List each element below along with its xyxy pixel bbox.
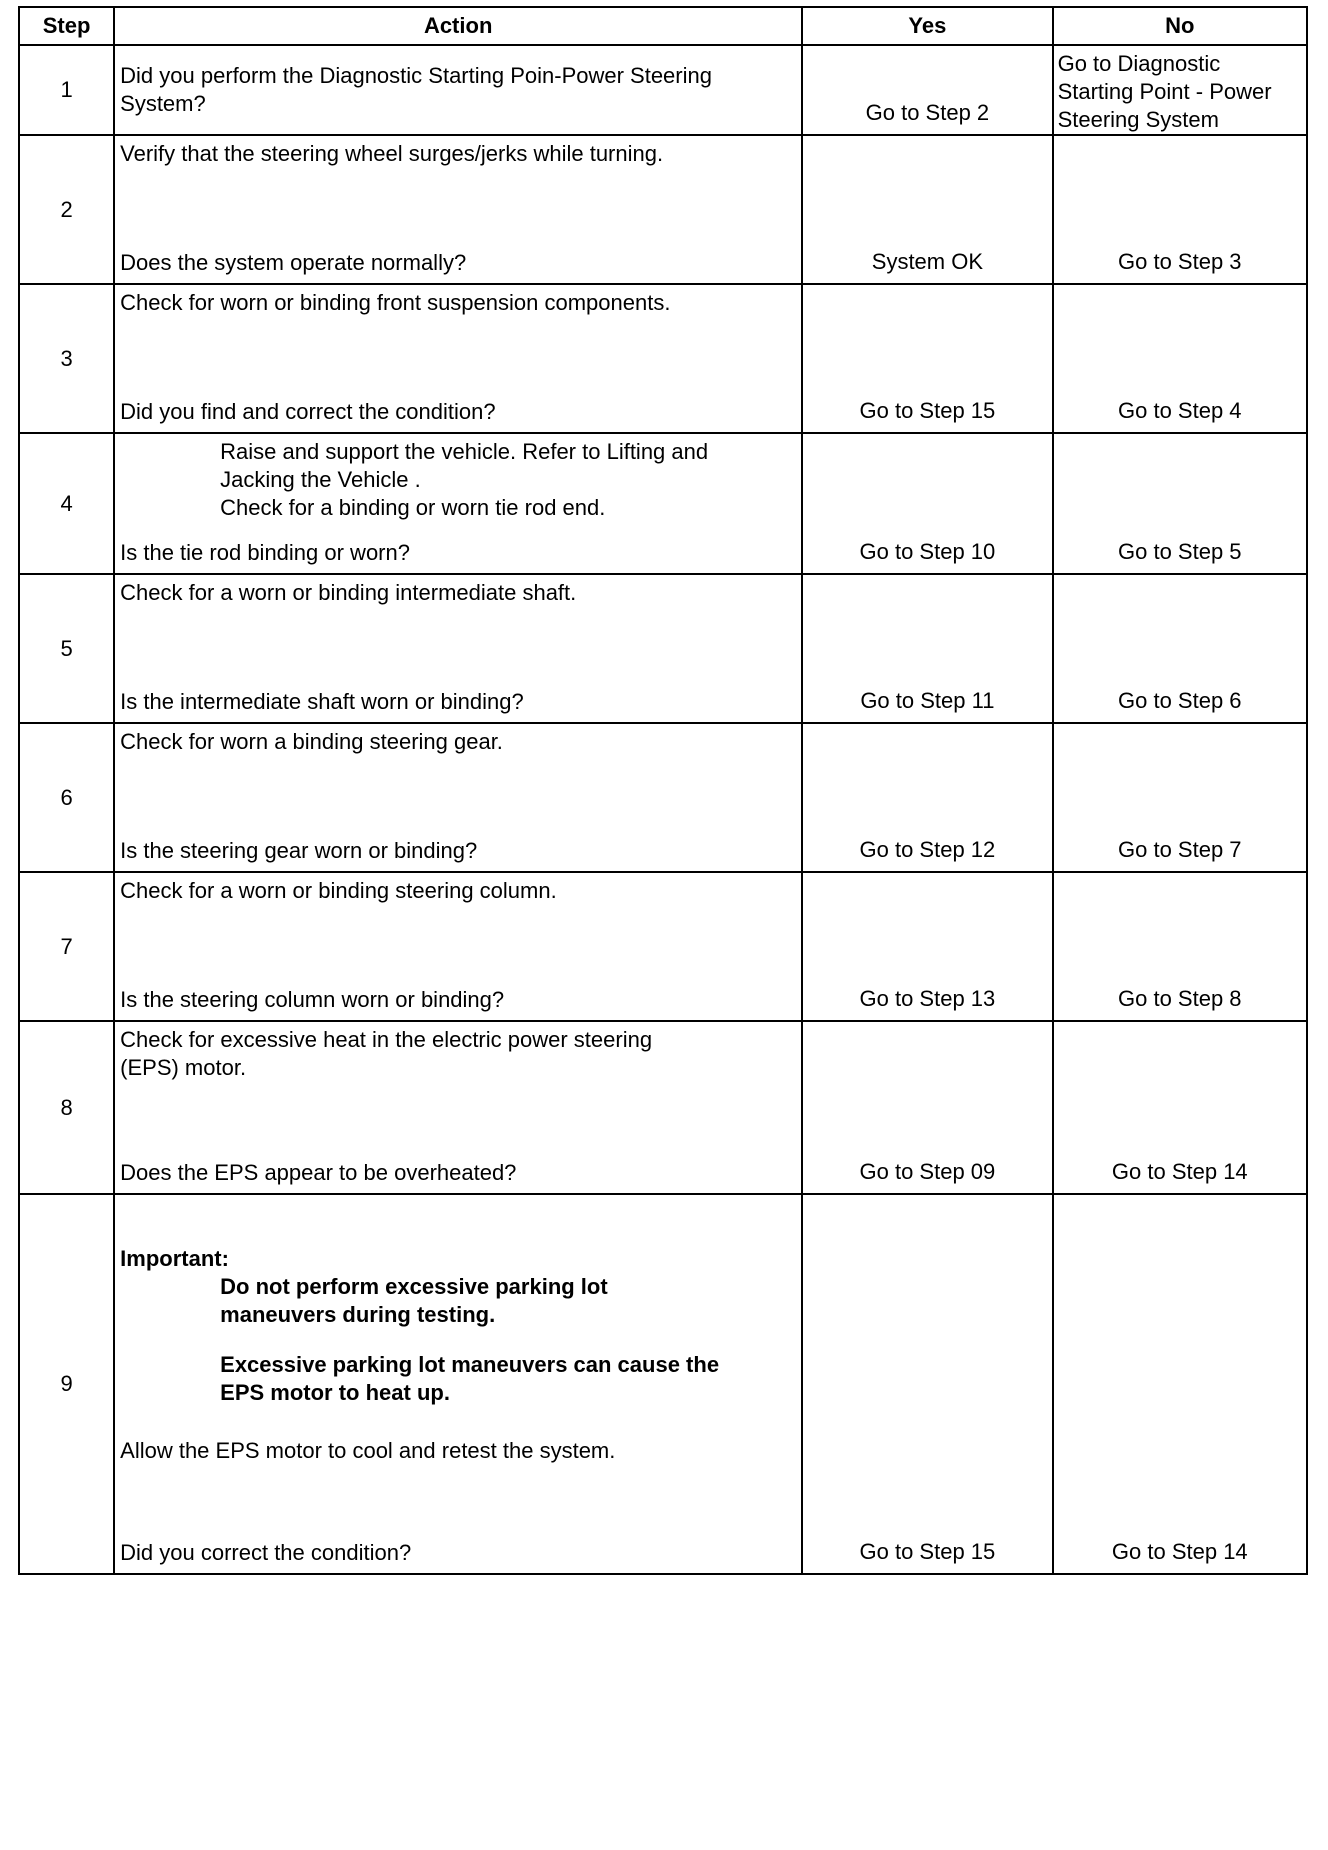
important-label: Important:: [120, 1246, 229, 1271]
step-number: 7: [19, 872, 114, 1021]
question-text: Did you find and correct the condition?: [120, 399, 496, 424]
table-row: [19, 433, 1307, 574]
question-text: Is the intermediate shaft worn or binding?: [120, 689, 524, 714]
yes-cell: Go to Step 13: [802, 872, 1052, 1021]
table-row: [19, 45, 1307, 135]
header-yes: Yes: [802, 7, 1052, 45]
no-cell: Go to Step 14: [1053, 1194, 1307, 1574]
step-number: 5: [19, 574, 114, 723]
table-row: [19, 872, 1307, 1021]
step-number: 2: [19, 135, 114, 284]
step-number: 3: [19, 284, 114, 433]
action-text: System?: [120, 91, 206, 116]
yes-cell: Go to Step 12: [802, 723, 1052, 872]
no-cell: Go to Step 3: [1053, 135, 1307, 284]
action-cell: [114, 135, 802, 284]
question-text: Does the EPS appear to be overheated?: [120, 1160, 517, 1185]
no-cell: Go to Step 4: [1053, 284, 1307, 433]
no-cell: Go to Step 5: [1053, 433, 1307, 574]
action-text: Check for excessive heat in the electric power steering: [120, 1027, 653, 1052]
yes-cell: System OK: [802, 135, 1052, 284]
yes-cell: Go to Step 09: [802, 1021, 1052, 1194]
question-text: Is the steering gear worn or binding?: [120, 838, 478, 863]
yes-cell: Go to Step 15: [802, 284, 1052, 433]
no-text: Go to Diagnostic: [1057, 51, 1221, 76]
table-row: [19, 723, 1307, 872]
table-row: [19, 1021, 1307, 1194]
step-number: 9: [19, 1194, 114, 1574]
action-text: Verify that the steering wheel surges/jerks while turning.: [120, 141, 664, 166]
question-text: Did you correct the condition?: [120, 1540, 412, 1565]
important-text: EPS motor to heat up.: [220, 1380, 450, 1405]
question-text: Does the system operate normally?: [120, 250, 467, 275]
table-row: [19, 135, 1307, 284]
table-row: [19, 284, 1307, 433]
no-text: Steering System: [1057, 107, 1219, 132]
table-row: [19, 1194, 1307, 1574]
action-text: Allow the EPS motor to cool and retest the system.: [120, 1438, 616, 1463]
no-cell: Go to Step 7: [1053, 723, 1307, 872]
action-cell: [114, 1194, 802, 1574]
step-number: 4: [19, 433, 114, 574]
action-text: Raise and support the vehicle. Refer to Lifting and: [220, 439, 709, 464]
action-text: Check for worn a binding steering gear.: [120, 729, 503, 754]
step-number: 1: [19, 45, 114, 135]
action-text: Check for a worn or binding intermediate shaft.: [120, 580, 577, 605]
action-text: Check for a worn or binding steering column.: [120, 878, 557, 903]
no-cell: Go to Step 14: [1053, 1021, 1307, 1194]
action-text: Did you perform the Diagnostic Starting Poin-Power Steering: [120, 63, 712, 88]
step-number: 8: [19, 1021, 114, 1194]
action-cell: [114, 872, 802, 1021]
action-cell: [114, 45, 802, 135]
header-action: Action: [114, 7, 802, 45]
important-text: Excessive parking lot maneuvers can cause the: [220, 1352, 720, 1377]
action-text: Jacking the Vehicle .: [220, 467, 421, 492]
no-cell: Go to Step 8: [1053, 872, 1307, 1021]
action-cell: [114, 433, 802, 574]
important-text: maneuvers during testing.: [220, 1302, 496, 1327]
no-cell: [1053, 45, 1307, 135]
diagnostic-table: [18, 6, 1308, 1575]
no-cell: Go to Step 6: [1053, 574, 1307, 723]
yes-cell: Go to Step 15: [802, 1194, 1052, 1574]
no-text: Starting Point - Power: [1057, 79, 1272, 104]
action-cell: [114, 284, 802, 433]
action-cell: [114, 574, 802, 723]
action-cell: [114, 723, 802, 872]
question-text: Is the tie rod binding or worn?: [120, 540, 410, 565]
question-text: Is the steering column worn or binding?: [120, 987, 505, 1012]
action-text: Check for a binding or worn tie rod end.: [220, 495, 606, 520]
header-step: Step: [19, 7, 114, 45]
important-text: Do not perform excessive parking lot: [220, 1274, 608, 1299]
header-row: [19, 7, 1307, 45]
yes-cell: Go to Step 10: [802, 433, 1052, 574]
action-text: Check for worn or binding front suspension components.: [120, 290, 671, 315]
yes-cell: Go to Step 11: [802, 574, 1052, 723]
action-cell: [114, 1021, 802, 1194]
yes-cell: Go to Step 2: [802, 45, 1052, 135]
step-number: 6: [19, 723, 114, 872]
table-row: [19, 574, 1307, 723]
header-no: No: [1053, 7, 1307, 45]
action-text: (EPS) motor.: [120, 1055, 247, 1080]
